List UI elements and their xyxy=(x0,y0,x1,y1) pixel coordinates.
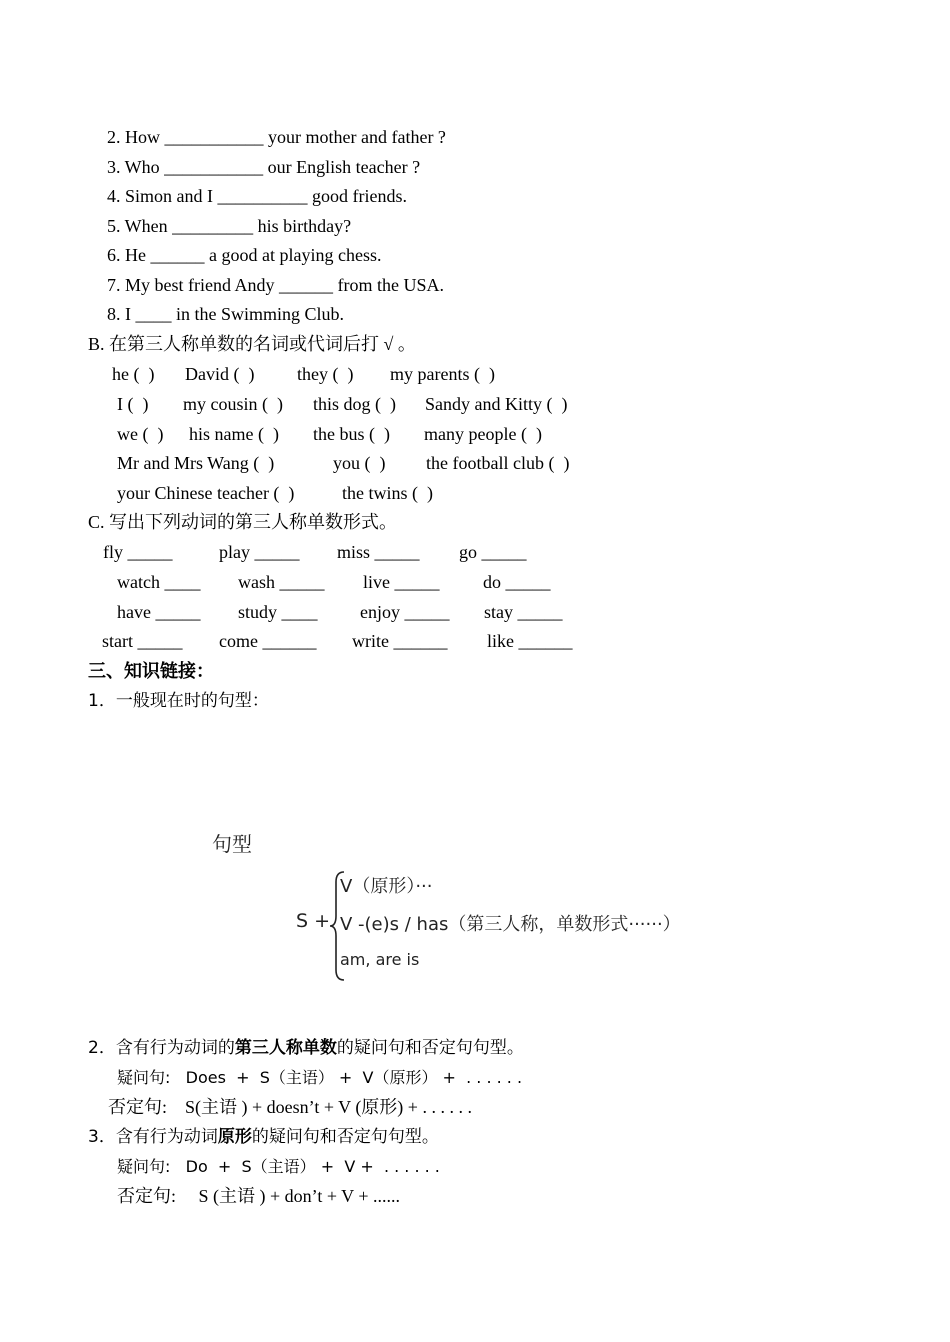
section-b-item: my parents ( ) xyxy=(390,364,495,384)
section-c-item: have _____ xyxy=(117,602,201,622)
section-c-item: fly _____ xyxy=(103,542,173,562)
section-c-item: start _____ xyxy=(102,631,183,651)
section-b-item: your Chinese teacher ( ) xyxy=(117,483,295,503)
exercise-sentence-4: 4. Simon and I __________ good friends. xyxy=(107,186,407,206)
exercise-sentence-2: 2. How ___________ your mother and father ? xyxy=(107,127,446,147)
section-b-item: Sandy and Kitty ( ) xyxy=(425,394,568,414)
section-b-item: they ( ) xyxy=(297,364,354,384)
diagram-line-be-verbs: am, are is xyxy=(340,950,420,969)
knowledge-item-1: 1．一般现在时的句型： xyxy=(88,691,269,711)
section-c-item: do _____ xyxy=(483,572,551,592)
section-c-item: play _____ xyxy=(219,542,300,562)
diagram-subject: S + xyxy=(296,910,331,932)
section-b-item: the football club ( ) xyxy=(426,453,570,473)
exercise-sentence-6: 6. He ______ a good at playing chess. xyxy=(107,245,382,265)
section-c-item: live _____ xyxy=(363,572,440,592)
emphasis-third-person-singular: 第三人称单数 xyxy=(234,1038,337,1058)
knowledge-item-3: 3．含有行为动词原形的疑问句和否定句句型。 xyxy=(88,1127,439,1147)
section-c-item: study ____ xyxy=(238,602,318,622)
pattern-negative-doesnt: 否定句: S(主语 ) + doesn’t + V (原形) + . . . . . . xyxy=(108,1097,472,1117)
section-b-item: David ( ) xyxy=(185,364,255,384)
section-b-item: we ( ) xyxy=(117,424,164,444)
section-c-item: like ______ xyxy=(487,631,573,651)
diagram-line-base-form: V（原形）··· xyxy=(340,876,433,897)
section-b-item: you ( ) xyxy=(333,453,386,473)
sentence-pattern-diagram xyxy=(210,824,750,989)
section-b-item: his name ( ) xyxy=(189,424,279,444)
section-b-item: my cousin ( ) xyxy=(183,394,283,414)
section-b-item: he ( ) xyxy=(112,364,155,384)
exercise-sentence-7: 7. My best friend Andy ______ from the USA. xyxy=(107,275,444,295)
section-c-item: stay _____ xyxy=(484,602,563,622)
section-b-item: many people ( ) xyxy=(424,424,542,444)
section-b-item: the bus ( ) xyxy=(313,424,390,444)
exercise-sentence-5: 5. When _________ his birthday? xyxy=(107,216,352,236)
exercise-sentence-3: 3. Who ___________ our English teacher ? xyxy=(107,157,421,177)
section-b-heading: B. 在第三人称单数的名词或代词后打 √ 。 xyxy=(88,334,416,354)
section-c-heading: C. 写出下列动词的第三人称单数形式。 xyxy=(88,512,398,532)
diagram-title: 句型 xyxy=(212,832,252,856)
section-c-item: enjoy _____ xyxy=(360,602,450,622)
section-b-item: I ( ) xyxy=(117,394,149,414)
pattern-question-does: 疑问句: Does + S（主语） + V（原形） + . . . . . . xyxy=(117,1068,523,1087)
exercise-sentence-8: 8. I ____ in the Swimming Club. xyxy=(107,304,345,324)
diagram-line-third-person: V -(e)s / has（第三人称，单数形式······） xyxy=(340,914,681,935)
knowledge-item-2: 2．含有行为动词的第三人称单数的疑问句和否定句句型。 xyxy=(88,1038,524,1058)
section-b-item: the twins ( ) xyxy=(342,483,433,503)
pattern-negative-dont: 否定句: S (主语 ) + don’t + V + ...... xyxy=(117,1186,400,1206)
section-b-item: Mr and Mrs Wang ( ) xyxy=(117,453,275,473)
section-b-item: this dog ( ) xyxy=(313,394,396,414)
emphasis-base-form: 原形 xyxy=(217,1127,252,1147)
section-c-item: come ______ xyxy=(219,631,317,651)
section-c-item: go _____ xyxy=(459,542,527,562)
section-c-item: write ______ xyxy=(352,631,448,651)
section-c-item: wash _____ xyxy=(238,572,325,592)
pattern-question-do: 疑问句: Do + S（主语） + V + . . . . . . xyxy=(117,1157,440,1176)
section-c-item: miss _____ xyxy=(337,542,420,562)
section-3-heading: 三、知识链接： xyxy=(88,661,214,681)
section-c-item: watch ____ xyxy=(117,572,201,592)
